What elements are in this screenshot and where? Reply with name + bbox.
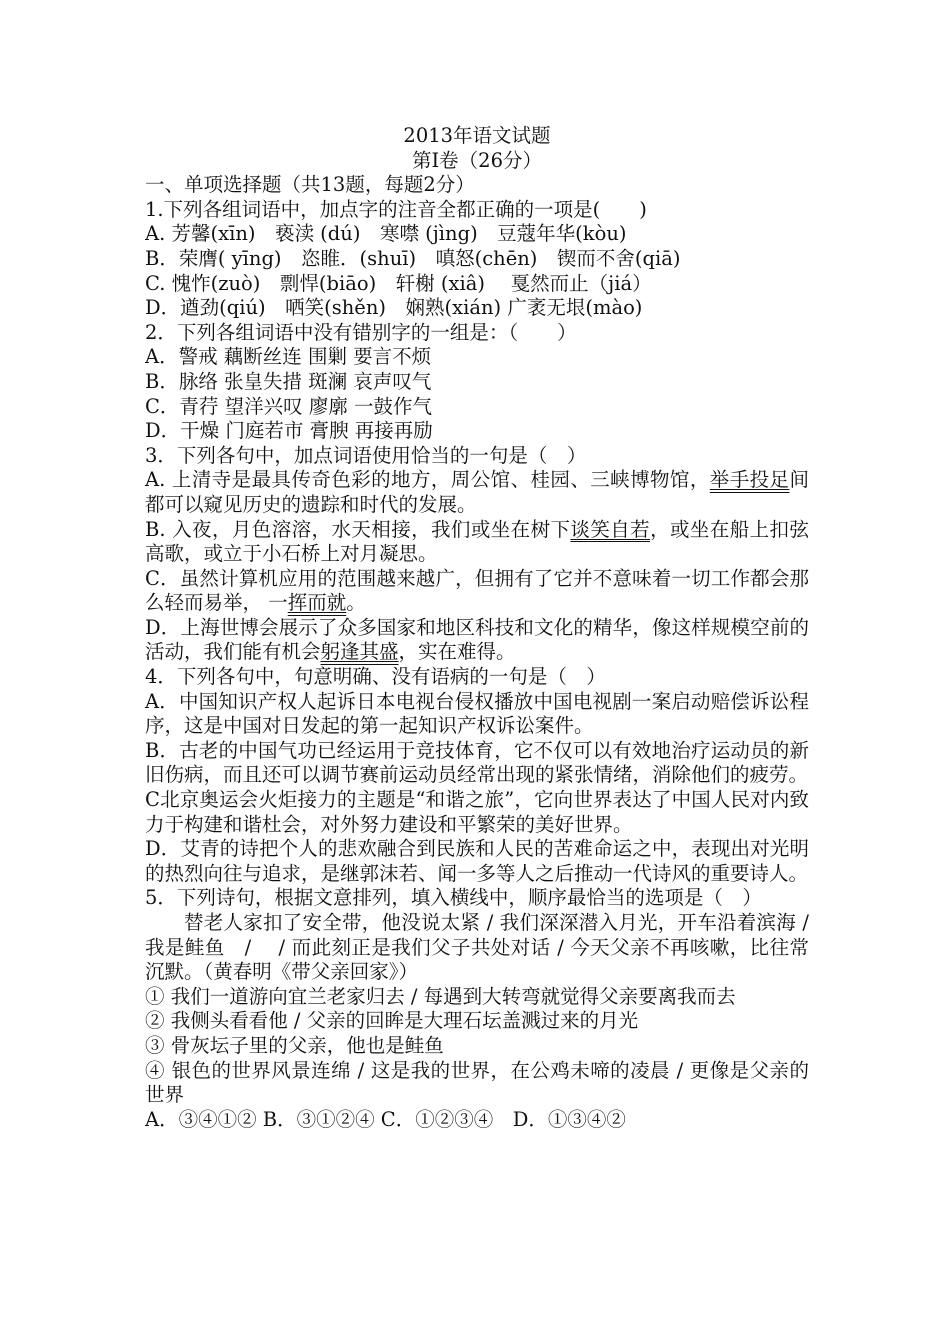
q3-c-text-end: 。 xyxy=(346,591,366,615)
q5-item-3: ③ 骨灰坛子里的父亲，他也是鲑鱼 xyxy=(145,1033,444,1057)
q1-option-a: A. 芳馨(xīn) 亵渎 (dú) 寒噤 (jìng) 豆蔻年华(kòu) xyxy=(145,222,627,246)
q3-option-b xyxy=(145,518,809,567)
q5-poem-text-end: / 而此刻正是我们父子共处对话 / 今天父亲不再咳嗽，比往常沉默。（黄春明《带父亲回家》） xyxy=(145,935,809,984)
q3-stem: 3．下列各句中，加点词语使用恰当的一句是（ ） xyxy=(145,443,587,467)
section-heading: 一、单项选择题（共13题，每题2分） xyxy=(145,173,475,197)
q3-d-term: 躬逢其盛 xyxy=(320,640,399,664)
q5-item-2: ② 我侧头看看他 / 父亲的回眸是大理石坛盖溅过来的月光 xyxy=(145,1009,639,1033)
volume-heading: 第Ⅰ卷（26分） xyxy=(411,148,543,172)
q3-d-text: D．上海世博会展示了众多国家和地区科技和文化的精华，像这样规模空前的活动，我们能有机会 xyxy=(145,615,809,664)
q5-stem: 5．下列诗句，根据文意排列，填入横线中，顺序最恰当的选项是（ ） xyxy=(145,886,762,910)
q3-b-text: B. 入夜，月色溶溶，水天相接，我们或坐在树下 xyxy=(145,517,571,541)
paper-title: 2013年语文试题 xyxy=(403,124,551,147)
q3-a-text-end: 间都可以窥见历史的遗踪和时代的发展。 xyxy=(145,468,809,516)
q2-stem: 2．下列各组词语中没有错别字的一组是：（ ） xyxy=(145,320,577,344)
q5-item-1: ① 我们一道游向宜兰老家归去 / 每遇到大转弯就觉得父亲要离我而去 xyxy=(145,984,736,1008)
q1-option-d: D．遒劲(qiú) 哂笑(shěn) 娴熟(xián) 广袤无垠(mào) xyxy=(145,296,643,320)
q4-option-a: A．中国知识产权人起诉日本电视台侵权播放中国电视剧一案启动赔偿诉讼程序，这是中国对日发起的第一起知识产权诉讼案件。 xyxy=(145,689,809,738)
q2-option-b: B．脉络 张皇失措 斑澜 哀声叹气 xyxy=(145,369,432,393)
q3-d-text-end: ，实在难得。 xyxy=(398,640,516,664)
q2-option-c: C．青荇 望洋兴叹 廖廓 一鼓作气 xyxy=(145,394,433,418)
q1-stem: 1.下列各组词语中，加点字的注音全都正确的一项是( ) xyxy=(145,197,647,221)
q5-poem-text: 替老人家扣了安全带，他没说太紧 / 我们深深潜入月光，开车沿着滨海 / 我是鲑鱼 / xyxy=(145,911,809,959)
q3-a-text: A. 上清寺是最具传奇色彩的地方，周公馆、桂园、三峡博物馆， xyxy=(145,468,710,492)
q4-stem: 4．下列各句中，句意明确、没有语病的一句是（ ） xyxy=(145,665,606,689)
exam-paper xyxy=(145,124,809,1132)
q3-b-text-end: ，或坐在船上扣弦高歌，或立于小石桥上对月凝思。 xyxy=(145,517,809,566)
q3-a-term: 举手投足 xyxy=(709,468,790,492)
q5-answer-options: A．③④①② B．③①②④ C．①②③④ D．①③④② xyxy=(145,1107,626,1131)
q4-option-b: B．古老的中国气功已经运用于竞技体育，它不仅可以有效地治疗运动员的新旧伤病，而且还可以调节赛前运动员经常出现的紧张情绪，消除他们的疲劳。 xyxy=(145,738,809,787)
q5-poem xyxy=(145,911,809,985)
q4-option-c: C北京奥运会火炬接力的主题是“和谐之旅”，它向世界表达了中国人民对内致力于构建和谐杜会，对外努力建设和平繁荣的美好世界。 xyxy=(145,788,809,836)
q2-option-a: A．警戒 藕断丝连 围剿 要言不烦 xyxy=(145,345,432,369)
q3-c-term: 挥而就 xyxy=(287,591,347,615)
q3-option-d xyxy=(145,616,809,665)
q3-b-term: 谈笑自若 xyxy=(570,517,651,541)
q1-option-c: C. 愧怍(zuò) 剽悍(biāo) 轩榭 (xiâ) 戛然而止（jiá） xyxy=(145,271,652,295)
q2-option-d: D．干燥 门庭若市 膏腴 再接再励 xyxy=(145,419,433,443)
q3-c-text: C．虽然计算机应用的范围越来越广，但拥有了它并不意味着一切工作都会那么轻而易举， 一 xyxy=(145,566,809,615)
q5-item-4: ④ 银色的世界风景连绵 / 这是我的世界，在公鸡未啼的凌晨 / 更像是父亲的世界 xyxy=(145,1058,809,1107)
q3-option-c xyxy=(145,567,809,616)
q3-option-a xyxy=(145,468,809,517)
q1-option-b: B．荣膺( yīng) 恣睢．(shuī) 嗔怒(chēn) 锲而不舍(qiā) xyxy=(145,246,681,270)
q4-option-d: D．艾青的诗把个人的悲欢融合到民族和人民的苦难命运之中，表现出对光明的热烈向往与追求，是继郭沫若、闻一多等人之后推动一代诗风的重要诗人。 xyxy=(145,837,809,885)
